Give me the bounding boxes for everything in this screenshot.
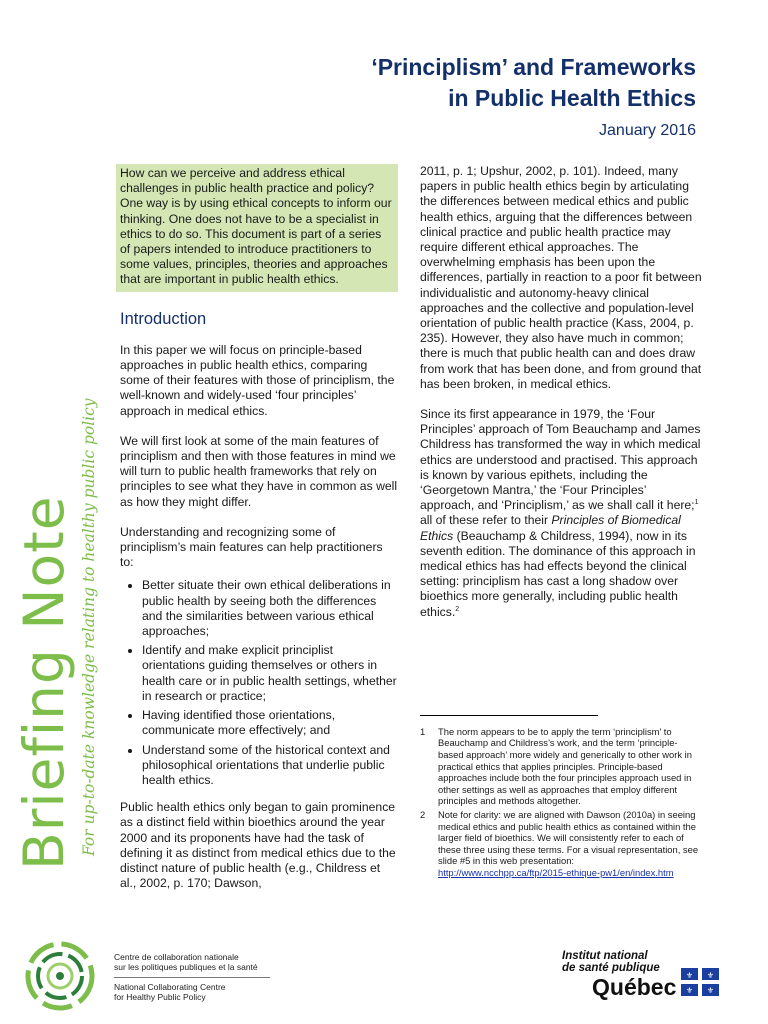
intro-paragraph-2: We will first look at some of the main features of principlism and then with those features in mind we will turn to public health frameworks that rely on principles to see what they have in common as well as how they might differ. [120, 433, 398, 509]
publication-date: January 2016 [599, 122, 696, 139]
p2-text-b: all of these refer to their [420, 513, 552, 528]
p2-text-a: Since its first appearance in 1979, the ‘Four Principles’ approach of Tom Beauchamp and James Childress has transformed the way in which medical ethics are understood and practised. This approach is known by various epithets, including the ‘Georgetown Mantra,’ the ‘Four Principles’ approach, and ‘Principlism,’ as we shall call it here; [420, 407, 701, 513]
footnote-number: 2 [420, 809, 426, 821]
footnote-number: 1 [420, 725, 426, 737]
footnote-ref-1[interactable]: 1 [694, 499, 699, 507]
title-line-1: ‘Principlism’ and Frameworks [371, 54, 696, 80]
right-paragraph-1: 2011, p. 1; Upshur, 2002, p. 101). Indeed, many papers in public health ethics begin by articulating the differences between medical ethics and public health ethics, arguing that the differences between clinical practice and public health practice may require different ethical approaches. The overwhelming emphasis has been upon the differences, partially in reaction to a poor fit between individualistic and autonomy-heavy clinical approaches and the collective and population-level orientation of public health practice (Kass, 2004, p. 235). However, they also have much in common; there is much that public health can and does draw from work that has been done, and from ground that has been broken, in medical ethics. [420, 164, 702, 391]
title-line-2: in Public Health Ethics [448, 85, 696, 111]
quebec-flag-icon [681, 968, 719, 996]
footnote-1 [420, 726, 702, 807]
footnote-text: Note for clarity: we are aligned with Dawson (2010a) in seeing medical ethics and public health ethics as contained within the larger field of bioethics. We will consistently refer to each of these three using these terms. For a visual representation, see slide #5 in this web presentation: [438, 809, 699, 867]
footnote-text: The norm appears to be to apply the term ‘principlism’ to Beauchamp and Childress’s work, and the term ‘principle-based approach’ more widely and generically to other work in practical ethics that applies principles. Principle-based approaches include both the four principles approach used in other settings as well as approaches that employ different principles and methods altogether. [438, 725, 692, 807]
svg-text:⚜: ⚜ [685, 986, 694, 995]
inspq-line-2: de santé publique [562, 962, 660, 974]
org-fr-line-1: Centre de collaboration nationale [114, 952, 239, 962]
bullet-list [120, 578, 398, 788]
ncchpp-name-block [114, 952, 270, 1002]
org-en-line-2: for Healthy Public Policy [114, 992, 206, 1002]
svg-text:⚜: ⚜ [685, 971, 694, 980]
inspq-name [562, 950, 660, 974]
list-item: • Better situate their own ethical deliberations in public health by seeing both the differences and the similarities between various ethical approaches; [142, 578, 398, 639]
list-item: • Understand some of the historical context and philosophical orientations that underlie public health ethics. [142, 743, 398, 789]
left-column [120, 164, 398, 906]
footnote-divider [420, 715, 598, 716]
side-subtitle: For up-to-date knowledge relating to healthy public policy [80, 398, 98, 856]
inspq-line-1: Institut national [562, 950, 648, 962]
intro-paragraph-4: Public health ethics only began to gain prominence as a distinct field within bioethics around the year 2000 and its proponents have had the task of defining it as distinct from medical ethics due to the distinct nature of public health (e.g., Childress et al., 2002, p. 170; Dawson, [120, 800, 396, 891]
footnote-2 [420, 809, 702, 879]
footnote-ref-2[interactable]: 2 [455, 605, 460, 613]
svg-text:⚜: ⚜ [706, 986, 715, 995]
list-item: • Having identified those orientations, communicate more effectively; and [142, 708, 398, 738]
org-en-line-1: National Collaborating Centre [114, 982, 226, 992]
book-title: Principles of Biomedical Ethics [420, 513, 681, 543]
org-divider [114, 977, 270, 978]
ncchpp-logo-icon [20, 936, 100, 1016]
list-item: • Identify and make explicit principlist orientations guiding themselves or others in health care or in public health settings, whether in research or practice; [142, 643, 398, 704]
document-title [136, 52, 696, 114]
right-column [420, 164, 702, 881]
briefing-note-side-title: Briefing Note [12, 495, 76, 870]
intro-box: How can we perceive and address ethical challenges in public health practice and policy? One way is by using ethical concepts to inform our thinking. One does not have to be a specialist in ethics to do so. This document is part of a series of papers intended to introduce practitioners to some values, principles, theories and approaches that are important in public health ethics. [116, 164, 398, 292]
presentation-link[interactable]: http://www.ncchpp.ca/ftp/2015-ethique-pw1/en/index.htm [438, 867, 674, 879]
org-fr-line-2: sur les politiques publiques et la santé [114, 962, 258, 972]
introduction-heading: Introduction [120, 309, 207, 328]
intro-paragraph-3: Understanding and recognizing some of principlism’s main features can help practitioners to: [120, 524, 383, 570]
svg-text:⚜: ⚜ [706, 971, 715, 980]
intro-paragraph-1: In this paper we will focus on principle-based approaches in public health ethics, comparing some of their features with those of principlism, the well-known and widely-used ‘four principles’ approach in medical ethics. [120, 342, 395, 418]
quebec-wordmark: Québec [592, 974, 677, 1000]
p2-text-c: (Beauchamp & Childress, 1994), now in its seventh edition. The dominance of this approach in medical ethics has had effects beyond the clinical setting: principlism has cast a long shadow over bioethics more generally, including public health ethics. [420, 528, 696, 619]
right-paragraph-2 [420, 407, 702, 620]
